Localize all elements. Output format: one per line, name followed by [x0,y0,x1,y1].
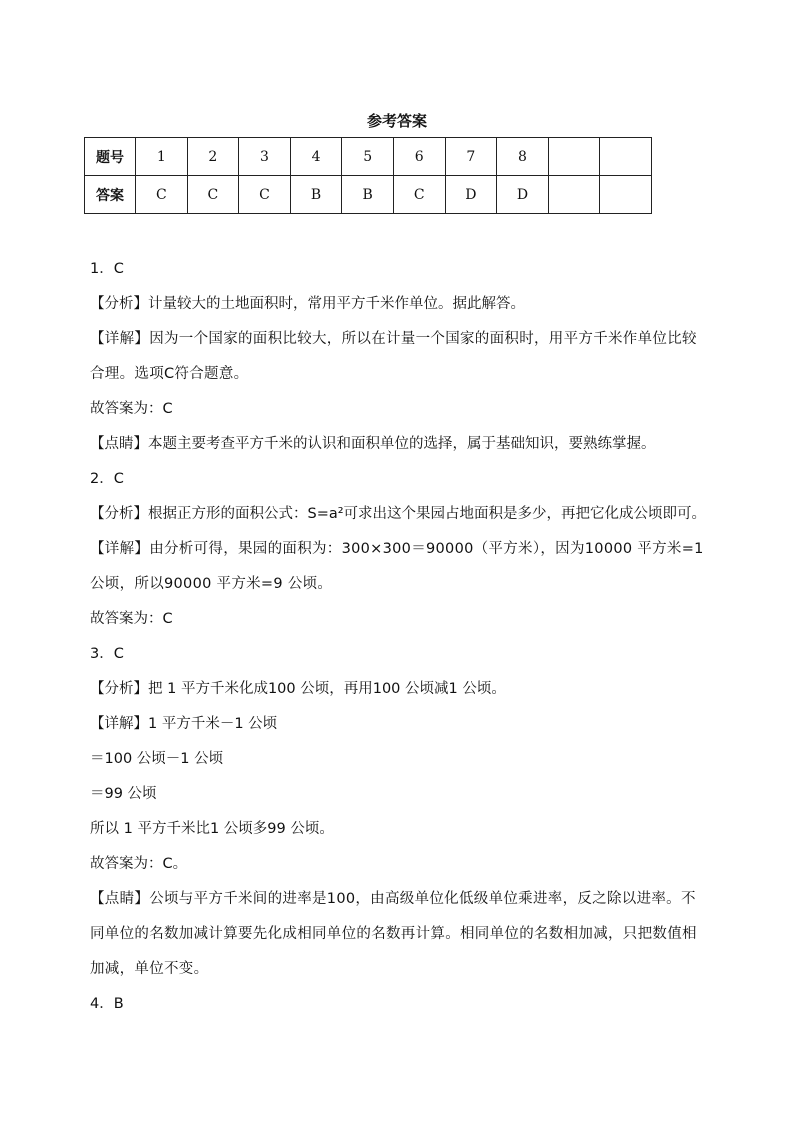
analysis-text: 【分析】把 1 平方千米化成100 公顷，再用100 公顷减1 公顷。 [90,681,506,697]
answer-cell: C [187,176,239,214]
number-row [85,138,652,176]
number-cell [548,138,600,176]
question-number: 4．B [90,996,124,1012]
number-cell: 8 [497,138,549,176]
question-4 [90,987,708,1022]
number-cell: 6 [393,138,445,176]
number-cell [600,138,652,176]
question-3 [90,637,708,987]
detail-text: 【详解】由分析可得，果园的面积为：300×300＝90000（平方米），因为10000 平方米=1 公顷，所以90000 平方米=9 公顷。 [90,541,704,592]
answer-cell: D [497,176,549,214]
question-number: 1．C [90,261,124,277]
answer-cell [600,176,652,214]
comment-text: 【点睛】公顷与平方千米间的进率是100，由高级单位化低级单位乘进率，反之除以进率。不同单位的名数加减计算要先化成相同单位的名数再计算。相同单位的名数相加减，只把数值相加减，单位不变。 [90,891,697,977]
answer-cell: B [342,176,394,214]
answer-text: 故答案为：C [90,401,173,417]
analysis-text: 【分析】计量较大的土地面积时，常用平方千米作单位。据此解答。 [90,296,525,312]
number-cell: 4 [290,138,342,176]
comment-text: 【点睛】本题主要考查平方千米的认识和面积单位的选择，属于基础知识，要熟练掌握。 [90,436,656,452]
number-row-header: 题号 [85,138,136,176]
solutions [90,252,708,1022]
question-1 [90,252,708,462]
answer-cell: B [290,176,342,214]
answer-cell: D [445,176,497,214]
answer-cell: C [393,176,445,214]
detail-text: 【详解】1 平方千米－1 公顷 [90,716,278,732]
number-cell: 3 [239,138,291,176]
answer-row-header: 答案 [85,176,136,214]
question-number: 3．C [90,646,124,662]
detail-text: 【详解】因为一个国家的面积比较大，所以在计量一个国家的面积时，用平方千米作单位比较合理。选项C符合题意。 [90,331,697,382]
answer-text: 故答案为：C [90,611,173,627]
answer-text: 故答案为：C。 [90,856,188,872]
analysis-text: 【分析】根据正方形的面积公式：S=a²可求出这个果园占地面积是多少，再把它化成公顷即可。 [90,506,707,522]
number-cell: 2 [187,138,239,176]
question-number: 2．C [90,471,124,487]
answer-cell: C [136,176,188,214]
answer-row [85,176,652,214]
number-cell: 5 [342,138,394,176]
answer-table [84,137,652,214]
answer-cell: C [239,176,291,214]
detail-step: ＝100 公顷－1 公顷 [90,751,224,767]
answer-cell [548,176,600,214]
detail-conclusion: 所以 1 平方千米比1 公顷多99 公顷。 [90,821,334,837]
question-2 [90,462,708,637]
number-cell: 1 [136,138,188,176]
detail-step: ＝99 公顷 [90,786,157,802]
page-title: 参考答案 [366,112,427,130]
number-cell: 7 [445,138,497,176]
